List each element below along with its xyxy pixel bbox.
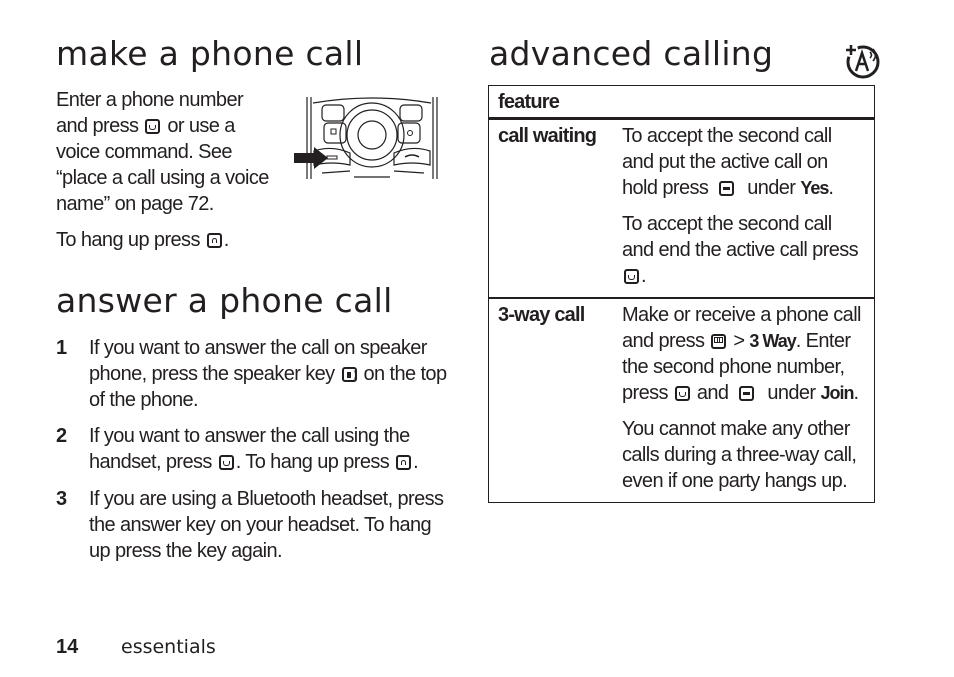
section-name: essentials [121, 636, 216, 658]
advanced-feature-icon [843, 42, 883, 80]
feature-name: call waiting [489, 119, 619, 299]
end-key-icon [396, 455, 411, 470]
feature-name: 3-way call [489, 298, 619, 503]
speaker-key-icon [342, 367, 357, 382]
advanced-calling-table [488, 85, 875, 503]
send-key-icon [219, 455, 234, 470]
menu-key-icon [711, 334, 726, 349]
feature-description: To accept the second call and put the active call on hold press under Yes. To accept the second call and end the active call press . [618, 119, 875, 299]
table-row [489, 298, 875, 503]
table-row [489, 119, 875, 299]
answer-call-title: answer a phone call [56, 281, 393, 320]
answer-steps: 1 If you want to answer the call on speaker phone, press the speaker key on the top of the phone. 2 If you want to answer the call using the handset, press . To hang up press . 3 If you are using a Bluetooth headset, press the answer key on your headset. To hang up press the key again. [56, 337, 447, 562]
page-number: 14 [56, 636, 79, 658]
soft-key-icon [719, 181, 734, 196]
phone-keypad-illustration [292, 93, 440, 181]
advanced-calling-title: advanced calling [489, 34, 774, 73]
send-key-icon [624, 269, 639, 284]
end-key-icon [207, 233, 222, 248]
make-call-text: Enter a phone number and press or use a voice command. See “place a call using a voice name” on page 72. [56, 89, 269, 215]
send-key-icon [145, 119, 160, 134]
send-key-icon [675, 386, 690, 401]
table-header-feature: feature [489, 86, 875, 119]
hang-up-text: To hang up press . [56, 229, 229, 251]
make-call-title: make a phone call [56, 34, 364, 73]
feature-description: Make or receive a phone call and press > 3 Way. Enter the second phone number, press and under Join. You cannot make any other calls during a three-way call, even if one party hangs up. [618, 298, 875, 503]
soft-key-icon [739, 386, 754, 401]
